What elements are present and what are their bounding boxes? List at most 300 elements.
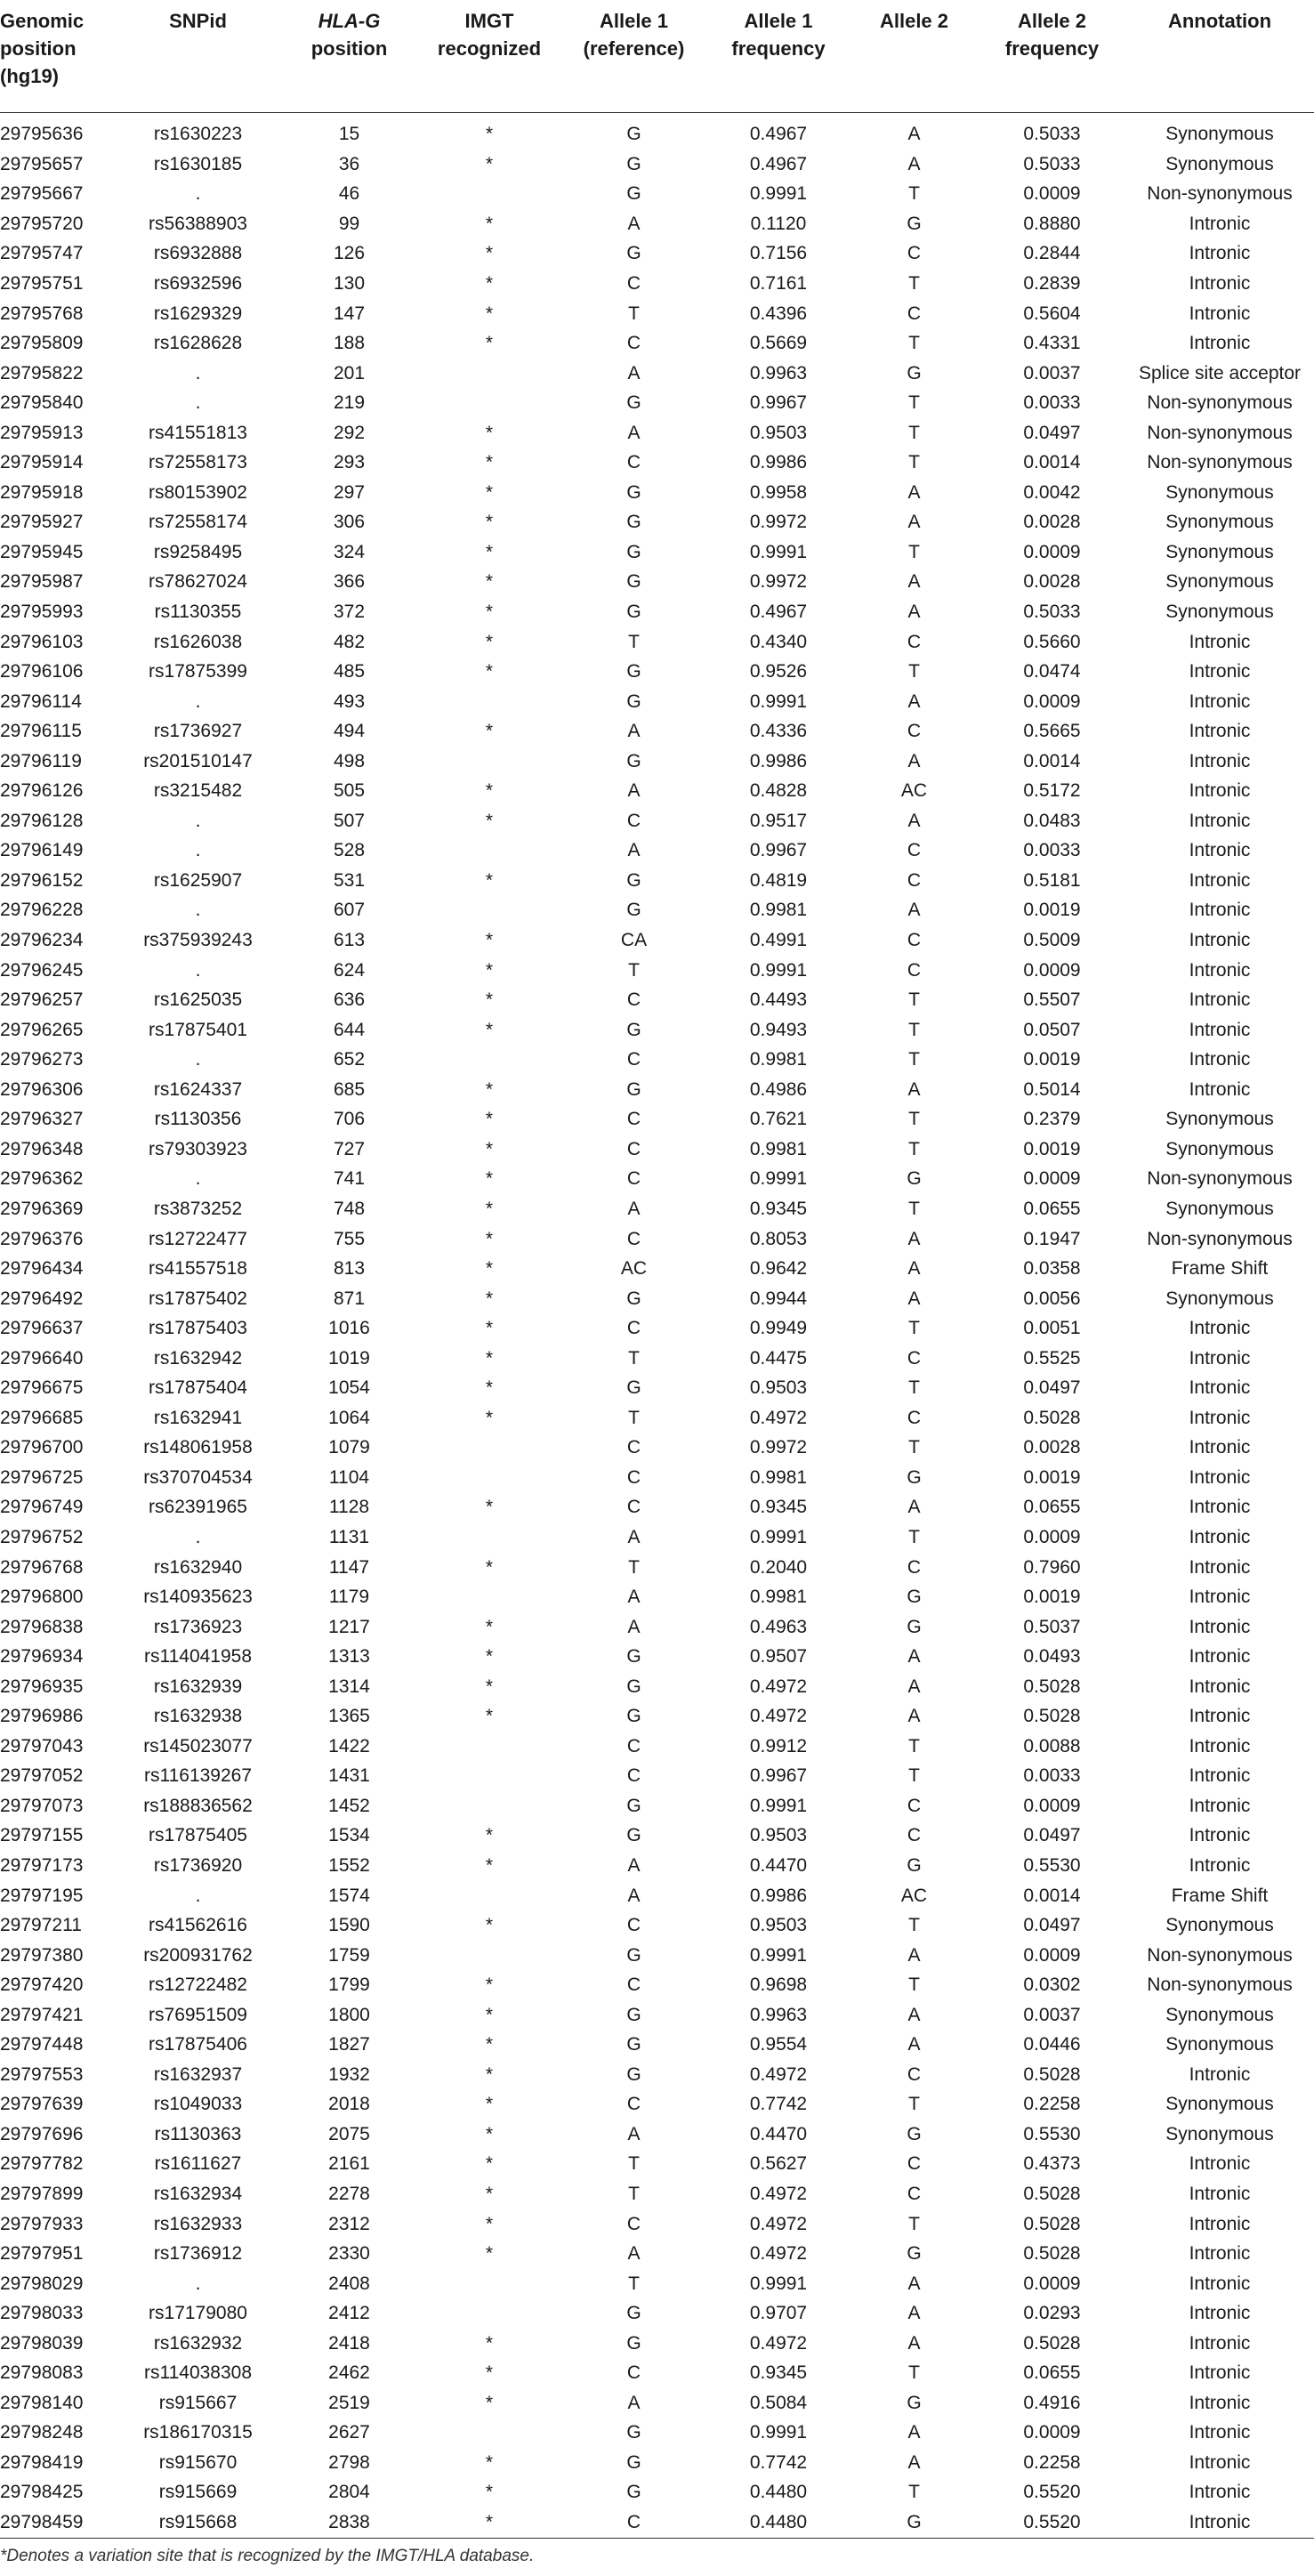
cell-allele1-frequency: 0.9698 [749, 1974, 808, 1996]
cell-allele1-frequency: 0.4828 [749, 780, 808, 802]
cell-imgt-recognized: * [485, 2123, 494, 2144]
cell-annotation: Intronic [1189, 1706, 1251, 1727]
cell-imgt-recognized: * [485, 1347, 494, 1369]
cell-snpid: rs17875399 [149, 661, 247, 682]
cell-imgt-recognized: * [485, 1228, 494, 1249]
table-row [0, 2150, 1314, 2180]
cell-genomic-position: 29795809 [0, 333, 84, 354]
cell-genomic-position: 29796800 [0, 1587, 84, 1608]
cell-allele2-frequency: 0.0019 [1023, 1138, 1081, 1159]
cell-allele1: G [626, 750, 641, 771]
table-row [0, 1791, 1314, 1821]
cell-annotation: Non-synonymous [1147, 1974, 1293, 1996]
table-row [0, 568, 1314, 598]
cell-allele1: AC [620, 1258, 648, 1280]
cell-snpid: rs17179080 [149, 2303, 247, 2324]
cell-imgt-recognized: * [418, 2507, 560, 2538]
cell-snpid: rs145023077 [143, 1735, 253, 1756]
cell-genomic-position: 29797933 [0, 2213, 84, 2234]
cell-snpid: rs9258495 [153, 541, 243, 562]
cell-allele2: T [908, 422, 920, 443]
cell-allele2-frequency: 0.5181 [1023, 869, 1081, 891]
cell-allele2: A [907, 2034, 921, 2055]
cell-allele2-frequency: 0.0493 [1023, 1646, 1081, 1668]
cell-genomic-position: 29798083 [0, 2362, 84, 2384]
cell-hla-g-position: 1131 [328, 1526, 370, 1547]
cell-allele1: C [626, 1437, 641, 1458]
cell-allele1-frequency: 0.9503 [749, 1377, 808, 1399]
cell-allele1: G [626, 2482, 641, 2503]
cell-allele1-frequency: 0.4967 [749, 124, 808, 145]
cell-hla-g-position: 1574 [328, 1885, 370, 1906]
cell-allele1: G [626, 2004, 641, 2025]
cell-allele1-frequency: 0.9345 [749, 1198, 808, 1219]
cell-snpid: rs76951509 [149, 2004, 247, 2025]
cell-allele1-frequency: 0.9991 [749, 1526, 808, 1547]
cell-annotation: Non-synonymous [1147, 183, 1293, 205]
cell-imgt-recognized: * [485, 661, 494, 682]
cell-imgt-recognized: * [485, 452, 494, 473]
cell-allele1: T [628, 959, 640, 981]
cell-hla-g-position: 1313 [328, 1646, 370, 1668]
cell-allele2: G [907, 2392, 922, 2413]
table-row [0, 180, 1314, 210]
cell-allele2-frequency: 0.5028 [1023, 1407, 1081, 1428]
cell-allele2: C [907, 1825, 922, 1846]
cell-allele2: G [907, 1587, 922, 1608]
cell-hla-g-position: 324 [333, 541, 366, 562]
cell-snpid: rs915667 [158, 2392, 238, 2413]
cell-allele1-frequency: 0.4986 [749, 1078, 808, 1100]
cell-annotation: Intronic [1189, 1407, 1251, 1428]
cell-genomic-position: 29796362 [0, 1168, 84, 1190]
table-row [0, 1701, 1314, 1732]
table-row [0, 537, 1314, 568]
table-row [0, 985, 1314, 1015]
cell-annotation: Synonymous [1165, 1138, 1274, 1159]
cell-allele1: G [626, 1377, 641, 1399]
cell-allele1-frequency: 0.9517 [749, 810, 808, 831]
cell-allele1: A [627, 1885, 641, 1906]
cell-allele2: A [907, 124, 921, 145]
cell-allele2: G [850, 2507, 979, 2538]
cell-genomic-position: 29797553 [0, 2063, 84, 2085]
cell-hla-g-position: 1590 [328, 1915, 370, 1936]
cell-allele1: G [626, 2451, 641, 2473]
header-imgt-recognized: IMGT recognized [437, 10, 542, 60]
cell-allele1: A [627, 213, 641, 234]
cell-genomic-position: 29795822 [0, 362, 84, 384]
cell-allele2-frequency: 0.5172 [1023, 780, 1081, 802]
cell-allele2: C [907, 2184, 922, 2204]
cell-genomic-position: 29796768 [0, 1556, 84, 1578]
cell-hla-g-position: 507 [333, 810, 366, 831]
cell-imgt-recognized: * [485, 1198, 494, 1219]
cell-allele1: A [627, 2392, 641, 2413]
cell-imgt-recognized: * [485, 2392, 494, 2413]
cell-annotation: Non-synonymous [1147, 392, 1293, 414]
cell-snpid: rs915670 [158, 2451, 238, 2473]
cell-allele2-frequency: 0.5660 [1023, 631, 1081, 652]
cell-allele2-frequency: 0.5028 [1023, 1706, 1081, 1727]
cell-annotation: Intronic [1189, 780, 1251, 802]
cell-allele1: T [628, 1347, 640, 1369]
cell-snpid: rs1632942 [153, 1347, 243, 1369]
cell-annotation: Intronic [1189, 1347, 1251, 1369]
cell-allele1: C [626, 1735, 641, 1756]
cell-genomic-position: 29796986 [0, 1706, 84, 1727]
cell-annotation: Intronic [1189, 869, 1251, 891]
cell-snpid: . [195, 362, 201, 384]
cell-allele1: A [627, 362, 641, 384]
cell-allele1: A [627, 721, 641, 742]
cell-imgt-recognized [418, 180, 560, 210]
cell-allele2-frequency: 0.5014 [1023, 1078, 1081, 1100]
cell-snpid: rs1624337 [153, 1078, 243, 1100]
cell-imgt-recognized: * [485, 1407, 494, 1428]
cell-allele1: C [626, 1228, 641, 1249]
cell-allele1: G [626, 2303, 641, 2324]
cell-allele1-frequency: 0.9991 [749, 1795, 808, 1816]
cell-hla-g-position: 1019 [328, 1347, 370, 1369]
cell-allele1: G [626, 1078, 641, 1100]
cell-snpid: rs41562616 [149, 1915, 247, 1936]
cell-snpid: . [195, 840, 201, 861]
cell-annotation: Non-synonymous [1147, 1168, 1293, 1190]
cell-snpid: . [195, 392, 201, 414]
cell-allele1: G [626, 124, 641, 145]
cell-snpid: . [195, 900, 201, 921]
cell-allele1-frequency: 0.4972 [749, 1407, 808, 1428]
cell-annotation: Synonymous [1165, 481, 1274, 503]
cell-allele2-frequency: 0.0507 [1023, 1019, 1081, 1040]
cell-hla-g-position: 485 [333, 661, 366, 682]
cell-genomic-position: 29795927 [0, 512, 84, 533]
cell-hla-g-position: 685 [333, 1078, 366, 1100]
header-allele1: Allele 1 (reference) [583, 10, 685, 60]
cell-hla-g-position: 99 [338, 213, 360, 234]
cell-snpid: rs1632940 [153, 1556, 243, 1578]
cell-allele2: C [907, 930, 922, 951]
cell-annotation: Synonymous [1165, 153, 1274, 174]
cell-hla-g-position: 1217 [328, 1616, 370, 1637]
cell-allele2-frequency: 0.5520 [979, 2507, 1125, 2538]
cell-genomic-position: 29796114 [0, 690, 82, 712]
table-row [0, 1403, 1314, 1433]
cell-allele2-frequency: 0.0037 [1023, 362, 1081, 384]
cell-allele1-frequency: 0.4967 [749, 153, 808, 174]
cell-snpid: rs1632934 [153, 2184, 243, 2204]
cell-allele1-frequency: 0.9503 [749, 422, 808, 443]
cell-allele1-frequency: 0.9981 [749, 1049, 808, 1070]
cell-hla-g-position: 1064 [328, 1407, 370, 1428]
cell-allele1-frequency: 0.4493 [749, 989, 808, 1011]
table-row [0, 747, 1314, 777]
cell-genomic-position: 29797173 [0, 1854, 84, 1876]
cell-allele1: G [626, 690, 641, 712]
cell-genomic-position: 29796838 [0, 1616, 84, 1637]
cell-allele1-frequency: 0.5084 [749, 2392, 808, 2413]
cell-allele2: C [907, 1347, 922, 1369]
cell-allele1-frequency: 0.4480 [749, 2482, 808, 2503]
cell-genomic-position: 29796126 [0, 780, 84, 802]
cell-annotation: Synonymous [1165, 571, 1274, 593]
cell-annotation: Intronic [1189, 1377, 1251, 1399]
cell-imgt-recognized [418, 1463, 560, 1493]
cell-genomic-position: 29795667 [0, 183, 84, 205]
cell-allele2-frequency: 0.2839 [1023, 273, 1081, 294]
table-row [0, 478, 1314, 508]
cell-allele1: C [626, 2213, 641, 2234]
cell-allele1-frequency: 0.4972 [749, 2243, 808, 2265]
cell-hla-g-position: 188 [333, 333, 366, 354]
cell-allele1: G [626, 2034, 641, 2055]
cell-allele1-frequency: 0.9981 [749, 1138, 808, 1159]
cell-allele1-frequency: 0.2040 [749, 1556, 808, 1578]
table-row [0, 1970, 1314, 2000]
table-row [0, 2329, 1314, 2359]
table-row [0, 2060, 1314, 2090]
cell-allele1: G [626, 183, 641, 205]
cell-allele2: C [907, 959, 922, 981]
cell-allele2: T [908, 333, 920, 354]
cell-imgt-recognized [418, 1941, 560, 1971]
cell-genomic-position: 29797195 [0, 1885, 84, 1906]
cell-snpid: rs188836562 [143, 1795, 253, 1816]
cell-allele2-frequency: 0.5028 [1023, 2213, 1081, 2234]
cell-annotation: Synonymous [1165, 602, 1274, 623]
table-row [0, 1015, 1314, 1046]
cell-allele2-frequency: 0.0033 [1023, 840, 1081, 861]
table-row [0, 2419, 1314, 2449]
cell-genomic-position: 29797380 [0, 1944, 84, 1966]
cell-snpid: rs1630185 [153, 153, 243, 174]
cell-allele2-frequency: 0.0293 [1023, 2303, 1081, 2324]
cell-genomic-position: 29798459 [0, 2507, 116, 2538]
cell-imgt-recognized: * [485, 780, 494, 802]
cell-snpid: rs1736912 [153, 2243, 243, 2265]
cell-allele1: G [626, 2332, 641, 2354]
cell-allele1-frequency: 0.9345 [749, 1497, 808, 1518]
cell-allele1-frequency: 0.5627 [749, 2153, 808, 2175]
cell-allele1: G [626, 512, 641, 533]
cell-allele2: A [907, 2451, 921, 2473]
cell-hla-g-position: 372 [333, 602, 366, 623]
cell-hla-g-position: 15 [338, 124, 360, 145]
cell-hla-g-position: 2462 [328, 2362, 370, 2384]
cell-allele2-frequency: 0.0302 [1023, 1974, 1081, 1996]
cell-allele1-frequency: 0.9967 [749, 392, 808, 414]
cell-snpid: rs1736927 [153, 721, 243, 742]
cell-allele2-frequency: 0.5033 [1023, 153, 1081, 174]
cell-imgt-recognized: * [485, 273, 494, 294]
cell-hla-g-position: 2408 [328, 2273, 370, 2294]
cell-allele2-frequency: 0.2844 [1023, 243, 1081, 264]
cell-allele2: G [907, 1854, 922, 1876]
cell-allele1: T [628, 303, 640, 324]
cell-snpid: rs1736920 [153, 1854, 243, 1876]
cell-allele2: A [907, 2303, 921, 2324]
cell-hla-g-position: 2018 [328, 2094, 370, 2115]
cell-genomic-position: 29795914 [0, 452, 84, 473]
cell-allele1-frequency: 0.4967 [749, 602, 808, 623]
cell-allele2: G [907, 362, 922, 384]
cell-allele1-frequency: 0.9991 [749, 183, 808, 205]
cell-imgt-recognized: * [485, 2184, 494, 2204]
cell-imgt-recognized [418, 1522, 560, 1553]
cell-imgt-recognized: * [485, 989, 494, 1011]
table-row [0, 836, 1314, 867]
cell-allele1-frequency: 0.9986 [749, 750, 808, 771]
cell-allele1: CA [620, 930, 648, 951]
cell-allele2-frequency: 0.5009 [1023, 930, 1081, 951]
table-row [0, 239, 1314, 270]
cell-allele2: T [908, 1915, 920, 1936]
cell-genomic-position: 29796675 [0, 1377, 84, 1399]
cell-allele2: C [907, 869, 922, 891]
cell-allele1-frequency: 0.7156 [749, 243, 808, 264]
cell-allele2-frequency: 0.0014 [1023, 750, 1081, 771]
cell-allele2-frequency: 0.0033 [1023, 1765, 1081, 1787]
cell-annotation: Intronic [1189, 1735, 1251, 1756]
table-row [0, 2209, 1314, 2240]
cell-snpid: rs915669 [158, 2482, 238, 2503]
cell-imgt-recognized [418, 836, 560, 867]
cell-snpid: rs17875401 [149, 1019, 247, 1040]
cell-allele2: A [907, 750, 921, 771]
cell-imgt-recognized [418, 896, 560, 926]
cell-allele2-frequency: 0.5507 [1023, 989, 1081, 1011]
cell-imgt-recognized: * [485, 333, 494, 354]
cell-annotation: Intronic [1189, 1497, 1251, 1518]
cell-allele1-frequency: 0.7621 [749, 1109, 808, 1130]
cell-annotation: Intronic [1189, 2213, 1251, 2234]
header-hla-italic: HLA-G [318, 10, 381, 32]
cell-annotation: Intronic [1189, 2392, 1251, 2413]
cell-hla-g-position: 36 [338, 153, 360, 174]
cell-allele2-frequency: 0.5604 [1023, 303, 1081, 324]
cell-imgt-recognized: * [485, 1078, 494, 1100]
cell-allele1: T [628, 631, 640, 652]
cell-allele2: A [907, 1497, 921, 1518]
cell-genomic-position: 29796685 [0, 1407, 84, 1428]
cell-allele1-frequency: 0.9493 [749, 1019, 808, 1040]
cell-allele1-frequency: 0.4470 [749, 2123, 808, 2144]
cell-allele1: A [627, 2243, 641, 2265]
table-row [0, 1254, 1314, 1284]
cell-allele1-frequency: 0.4340 [749, 631, 808, 652]
cell-annotation: Intronic [1189, 930, 1251, 951]
cell-imgt-recognized: * [485, 602, 494, 623]
cell-allele1-frequency: 0.4396 [749, 303, 808, 324]
cell-annotation: Intronic [1189, 631, 1251, 652]
cell-genomic-position: 29797448 [0, 2034, 84, 2055]
table-footnote: *Denotes a variation site that is recognized by the IMGT/HLA database. [0, 2547, 535, 2565]
cell-allele1: G [626, 2422, 641, 2443]
cell-hla-g-position: 1179 [328, 1587, 370, 1608]
cell-imgt-recognized [418, 1881, 560, 1911]
cell-imgt-recognized [418, 1732, 560, 1762]
cell-allele2-frequency: 0.0051 [1023, 1318, 1081, 1339]
cell-snpid: rs17875406 [149, 2034, 247, 2055]
cell-allele1-frequency: 0.9986 [749, 452, 808, 473]
cell-annotation: Synonymous [1165, 2123, 1274, 2144]
cell-hla-g-position: 1799 [328, 1974, 370, 1996]
cell-annotation: Intronic [1189, 1854, 1251, 1876]
cell-hla-g-position: 2519 [328, 2392, 370, 2413]
cell-hla-g-position: 1452 [328, 1795, 370, 1816]
cell-annotation: Intronic [1189, 2482, 1251, 2503]
table-row [0, 597, 1314, 627]
cell-genomic-position: 29797043 [0, 1735, 84, 1756]
cell-imgt-recognized: * [485, 1377, 494, 1399]
cell-imgt-recognized: * [485, 1825, 494, 1846]
cell-hla-g-position: 1932 [328, 2063, 370, 2085]
cell-allele1: G [626, 1944, 641, 1966]
cell-allele1-frequency: 0.9503 [749, 1915, 808, 1936]
cell-snpid: rs1632941 [153, 1407, 243, 1428]
table-row [0, 866, 1314, 896]
cell-genomic-position: 29795945 [0, 541, 84, 562]
cell-imgt-recognized: * [485, 2243, 494, 2265]
cell-allele2: T [908, 1526, 920, 1547]
cell-genomic-position: 29796492 [0, 1288, 84, 1309]
cell-genomic-position: 29797696 [0, 2123, 84, 2144]
cell-hla-g-position: 607 [333, 900, 366, 921]
cell-hla-g-position: 1552 [328, 1854, 370, 1876]
cell-allele1: C [626, 2362, 641, 2384]
cell-genomic-position: 29795657 [0, 153, 84, 174]
cell-imgt-recognized: * [485, 1706, 494, 1727]
cell-hla-g-position: 293 [333, 452, 366, 473]
cell-hla-g-position: 482 [333, 631, 366, 652]
cell-imgt-recognized: * [485, 422, 494, 443]
cell-allele2: T [908, 2094, 920, 2115]
cell-allele2-frequency: 0.0088 [1023, 1735, 1081, 1756]
table-row [0, 896, 1314, 926]
cell-annotation: Intronic [1189, 661, 1251, 682]
cell-annotation: Non-synonymous [1147, 1944, 1293, 1966]
cell-allele1: A [627, 840, 641, 861]
cell-imgt-recognized: * [485, 2451, 494, 2473]
cell-allele1: C [626, 989, 641, 1011]
cell-snpid: rs200931762 [143, 1944, 253, 1966]
cell-annotation: Synonymous [1165, 1288, 1274, 1309]
cell-annotation: Intronic [1189, 2451, 1251, 2473]
cell-snpid: rs1130355 [154, 602, 242, 623]
cell-genomic-position: 29796935 [0, 1676, 84, 1697]
table-row [0, 1582, 1314, 1612]
cell-allele2-frequency: 0.0655 [1023, 1198, 1081, 1219]
cell-allele2-frequency: 0.0474 [1023, 661, 1081, 682]
cell-snpid: rs1628628 [153, 333, 243, 354]
cell-genomic-position: 29795840 [0, 392, 84, 414]
cell-allele2: G [907, 1168, 922, 1190]
cell-imgt-recognized: * [485, 1497, 494, 1518]
cell-allele1-frequency: 0.9972 [749, 512, 808, 533]
cell-hla-g-position: 1534 [328, 1825, 370, 1846]
header-snpid: SNPid [169, 10, 227, 32]
cell-genomic-position: 29797211 [0, 1915, 82, 1936]
cell-allele2: C [907, 243, 922, 264]
table-row [0, 1224, 1314, 1255]
cell-annotation: Intronic [1189, 2063, 1251, 2085]
cell-allele2-frequency: 0.0019 [1023, 900, 1081, 921]
cell-genomic-position: 29797073 [0, 1795, 84, 1816]
cell-imgt-recognized [418, 1582, 560, 1612]
cell-hla-g-position: 297 [333, 481, 366, 503]
cell-annotation: Intronic [1189, 243, 1251, 264]
